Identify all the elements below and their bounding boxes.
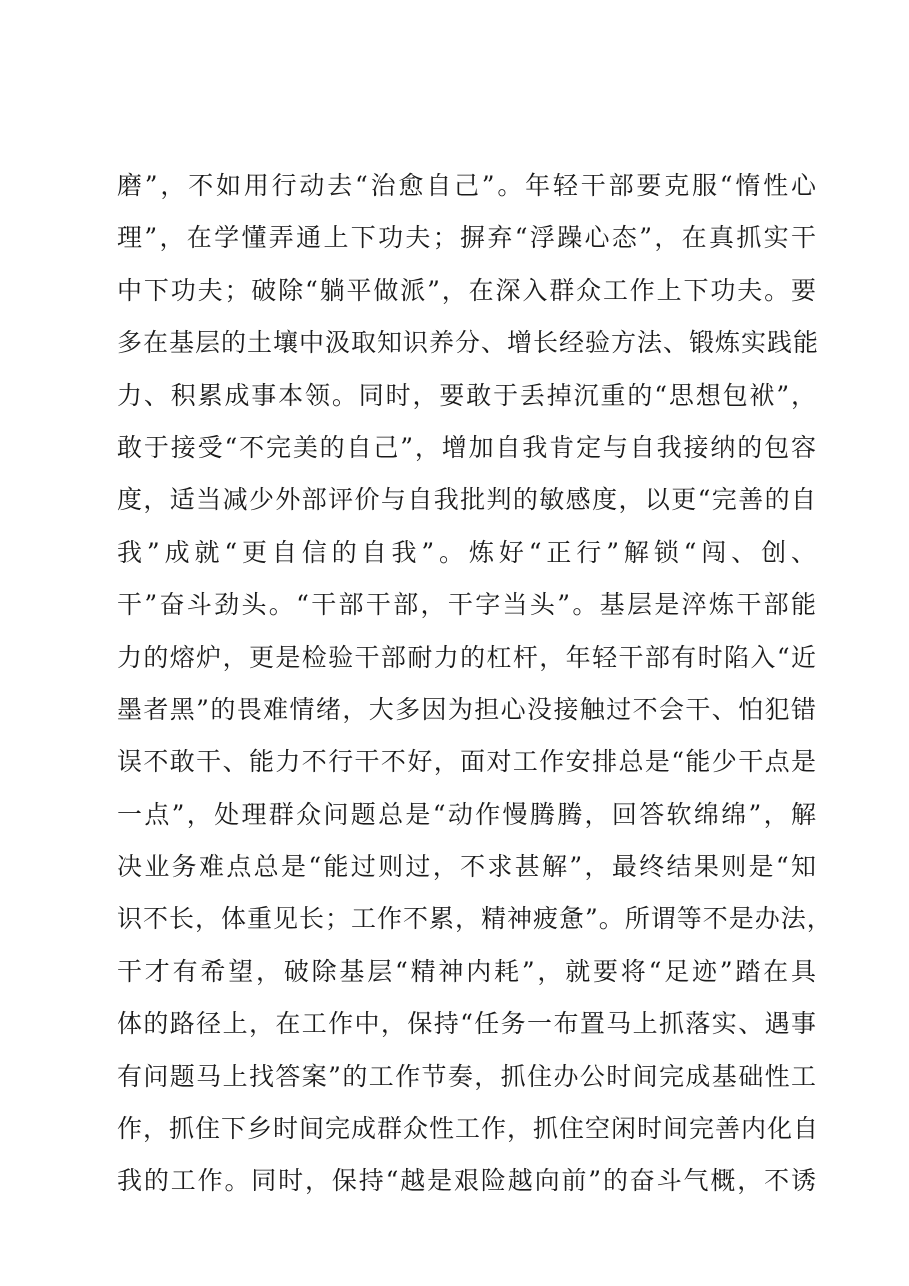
text-line: 力、积累成事本领。同时，要敢于丢掉沉重的“思想包袱”，: [117, 380, 817, 410]
text-line: 中下功夫；破除“躺平做派”，在深入群众工作上下功夫。要: [117, 275, 817, 305]
text-line: 干才有希望，破除基层“精神内耗”，就要将“足迹”踏在具: [117, 956, 817, 986]
text-line: 作，抓住下乡时间完成群众性工作，抓住空闲时间完善内化自: [117, 1114, 820, 1144]
text-line: 多在基层的土壤中汲取知识养分、增长经验方法、锻炼实践能: [117, 328, 820, 358]
text-line: 一点”，处理群众问题总是“动作慢腾腾，回答软绵绵”，解: [117, 799, 817, 829]
body-paragraph: [117, 160, 833, 1208]
text-line: 力的熔炉，更是检验干部耐力的杠杆，年轻干部有时陷入“近: [117, 642, 817, 672]
text-line: 决业务难点总是“能过则过，不求甚解”，最终结果则是“知: [117, 852, 817, 882]
text-line: 有问题马上找答案”的工作节奏，抓住办公时间完成基础性工: [117, 1061, 817, 1091]
text-line: 敢于接受“不完美的自己”，增加自我肯定与自我接纳的包容: [117, 432, 817, 462]
text-line: 理”，在学懂弄通上下功夫；摒弃“浮躁心态”，在真抓实干: [117, 223, 817, 253]
text-line: 我”成就“更自信的自我”。炼好“正行”解锁“闯、创、: [117, 537, 817, 567]
text-line: 磨”，不如用行动去“治愈自己”。年轻干部要克服“惰性心: [117, 171, 817, 200]
text-line: 干”奋斗劲头。“干部干部，干字当头”。基层是淬炼干部能: [117, 590, 817, 620]
text-line: 误不敢干、能力不行干不好，面对工作安排总是“能少干点是: [117, 747, 817, 777]
text-line: 识不长，体重见长；工作不累，精神疲惫”。所谓等不是办法，: [117, 904, 833, 934]
text-line: 我的工作。同时，保持“越是艰险越向前”的奋斗气概，不诱: [117, 1166, 817, 1196]
text-line: 墨者黑”的畏难情绪，大多因为担心没接触过不会干、怕犯错: [117, 694, 817, 724]
text-line: 体的路径上，在工作中，保持“任务一布置马上抓落实、遇事: [117, 1009, 817, 1039]
text-line: 度，适当减少外部评价与自我批判的敏感度，以更“完善的自: [117, 485, 817, 515]
